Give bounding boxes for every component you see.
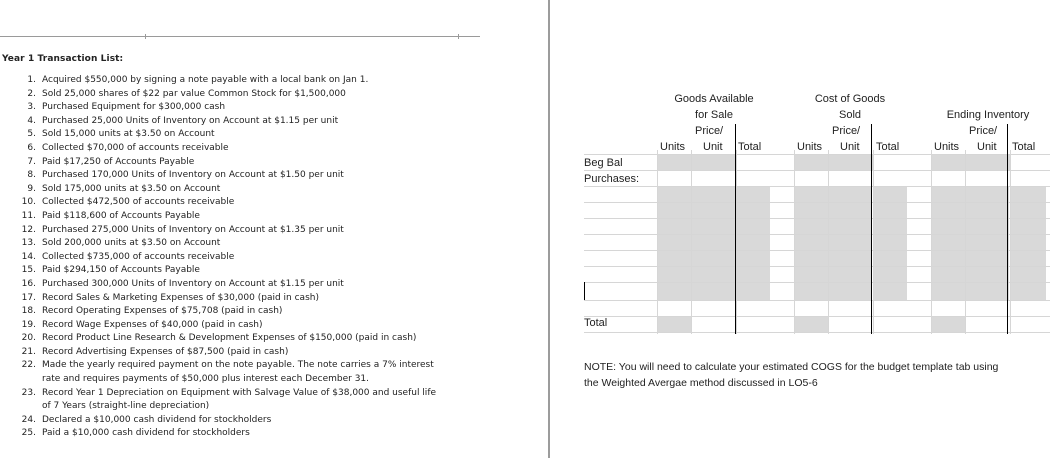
transaction-number: 16. [21, 278, 36, 289]
transaction-text: Paid $118,600 of Accounts Payable [42, 210, 200, 221]
transaction-text: Purchased Equipment for $300,000 cash [42, 102, 226, 113]
transaction-text: Record Operating Expenses of $75,708 (paid in cash) [42, 306, 283, 317]
grid-line [965, 150, 966, 334]
header-ending-inventory: Ending Inventory [946, 109, 1030, 121]
grid-line [1010, 150, 1011, 334]
transaction-item [18, 183, 488, 197]
transaction-list [18, 74, 488, 441]
column-border [871, 124, 872, 334]
transaction-text: Record Year 1 Depreciation on Equipment with Salvage Value of $38,000 and useful life [42, 387, 437, 398]
row-label-purchases: Purchases: [584, 173, 640, 185]
transaction-text: Collected $70,000 of accounts receivable [42, 142, 229, 153]
transaction-number: 9. [27, 183, 36, 194]
transaction-item [18, 128, 488, 142]
grid-line [794, 150, 795, 334]
grid-line [584, 202, 1050, 203]
transaction-item [18, 196, 488, 210]
grid-line [584, 332, 1050, 333]
transaction-text: Made the yearly required payment on the note payable. The note carries a 7% interest [42, 360, 434, 371]
transaction-text: Sold 175,000 units at $3.50 on Account [42, 183, 221, 194]
col-total: Total [1012, 141, 1036, 153]
grid-line [584, 186, 1050, 187]
header-for-sale: for Sale [695, 109, 733, 121]
transaction-item [18, 332, 488, 346]
transaction-text: Purchased 300,000 Units of Inventory on Account at $1.15 per unit [42, 278, 344, 289]
shaded-cell [965, 154, 1011, 170]
transaction-text: Sold 25,000 shares of $22 par value Common Stock for $1,500,000 [42, 88, 346, 99]
transaction-item [18, 414, 488, 428]
transaction-number: 5. [27, 129, 36, 140]
transaction-number: 22. [21, 360, 36, 371]
col-unit: Unit [977, 141, 997, 153]
col-total: Total [876, 141, 900, 153]
column-border [735, 124, 736, 334]
transaction-text: Declared a $10,000 cash dividend for stockholders [42, 414, 272, 425]
transaction-text: Sold 15,000 units at $3.50 on Account [42, 129, 215, 140]
grid-line [584, 234, 1050, 235]
column-border [1007, 124, 1008, 334]
shaded-cell [657, 316, 691, 332]
grid-line [584, 282, 1050, 283]
shaded-cell [691, 154, 737, 170]
grid-line [584, 300, 1050, 301]
col-units: Units [934, 141, 960, 153]
transaction-number [18, 373, 42, 387]
transaction-text: Sold 200,000 units at $3.50 on Account [42, 238, 221, 249]
transaction-item [18, 346, 488, 360]
transaction-number: 12. [21, 224, 36, 235]
grid-line [657, 150, 658, 334]
shaded-cell [828, 154, 874, 170]
transaction-item [18, 292, 488, 306]
document-title: Year 1 Transaction List: [2, 54, 124, 64]
transaction-item [18, 359, 488, 373]
row-label-total: Total [584, 317, 608, 329]
header-sold: Sold [838, 109, 862, 121]
transaction-text: rate and requires payments of $50,000 plus interest each December 31. [42, 374, 370, 385]
grid-line [828, 150, 829, 334]
grid-line [584, 154, 1050, 155]
transaction-item [18, 224, 488, 238]
transaction-number: 14. [21, 251, 36, 262]
transaction-item [18, 115, 488, 129]
price-label: Price/ [832, 125, 861, 137]
transaction-number: 2. [27, 88, 36, 99]
transaction-item [18, 74, 488, 88]
grid-line [873, 150, 874, 334]
transaction-number: 19. [21, 319, 36, 330]
price-label: Price/ [695, 125, 724, 137]
column-border [1007, 124, 1008, 134]
transaction-number: 13. [21, 238, 36, 249]
note-line-1: NOTE: You will need to calculate your estimated COGS for the budget template tab using [584, 361, 999, 373]
col-units: Units [797, 141, 823, 153]
rule-tick [458, 34, 459, 39]
transaction-text: Acquired $550,000 by signing a note payable with a local bank on Jan 1. [42, 75, 369, 85]
transaction-text: Paid $294,150 of Accounts Payable [42, 265, 200, 276]
transaction-item [18, 400, 488, 414]
grid-line [931, 150, 932, 334]
transaction-item [18, 237, 488, 251]
transaction-item [18, 251, 488, 265]
row-label-beg-bal: Beg Bal [584, 157, 623, 169]
transaction-item [18, 305, 488, 319]
transaction-text: Collected $472,500 of accounts receivable [42, 197, 235, 208]
col-unit: Unit [840, 141, 860, 153]
shaded-cell [931, 316, 965, 332]
note-line-2: the Weighted Avergae method discussed in LO5-6 [584, 377, 818, 389]
grid-line [584, 316, 1050, 317]
transaction-number: 7. [27, 156, 36, 167]
transaction-text: Record Sales & Marketing Expenses of $30,000 (paid in cash) [42, 292, 319, 303]
transaction-number: 3. [27, 102, 36, 113]
transaction-number: 25. [21, 428, 36, 439]
col-units: Units [660, 141, 686, 153]
price-label: Price/ [969, 125, 998, 137]
transaction-number: 6. [27, 142, 36, 153]
transaction-text: of 7 Years (straight-line depreciation) [42, 401, 210, 412]
transaction-item [18, 156, 488, 170]
row-border [584, 282, 585, 300]
grid-line [691, 150, 692, 334]
transaction-text: Record Product Line Research & Development Expenses of $150,000 (paid in cash) [42, 333, 417, 344]
transaction-item [18, 427, 488, 441]
transaction-text: Paid $17,250 of Accounts Payable [42, 156, 195, 167]
grid-line [584, 250, 1050, 251]
transaction-number: 10. [21, 197, 36, 208]
transaction-number: 1. [27, 75, 36, 85]
transaction-text: Purchased 170,000 Units of Inventory on Account at $1.50 per unit [42, 170, 344, 181]
inventory-spreadsheet [550, 0, 1053, 458]
transaction-item [18, 387, 488, 401]
transaction-text: Record Wage Expenses of $40,000 (paid in cash) [42, 319, 263, 330]
transaction-item [18, 210, 488, 224]
transaction-text: Paid a $10,000 cash dividend for stockholders [42, 428, 250, 439]
column-border [871, 124, 872, 134]
transaction-text: Record Advertising Expenses of $87,500 (paid in cash) [42, 346, 289, 357]
column-border [735, 124, 736, 134]
transaction-text: Purchased 275,000 Units of Inventory on Account at $1.35 per unit [42, 224, 344, 235]
transaction-number: 18. [21, 306, 36, 317]
grid-line [584, 266, 1050, 267]
transaction-item [18, 264, 488, 278]
shaded-cell [794, 316, 828, 332]
transaction-item [18, 101, 488, 115]
rule-tick [145, 34, 146, 39]
transaction-item [18, 373, 488, 387]
transaction-number: 21. [21, 346, 36, 357]
cogs-note [584, 359, 1044, 391]
transaction-text: Collected $735,000 of accounts receivable [42, 251, 235, 262]
grid-line [736, 150, 737, 334]
transaction-item [18, 169, 488, 183]
grid-line [584, 218, 1050, 219]
transaction-number: 11. [21, 210, 36, 221]
transaction-number: 4. [27, 115, 36, 126]
transaction-number: 24. [21, 414, 36, 425]
transaction-number: 23. [21, 387, 36, 398]
transaction-number: 8. [27, 170, 36, 181]
transaction-item [18, 319, 488, 333]
header-cost-of-goods: Cost of Goods [814, 93, 886, 105]
transaction-item [18, 142, 488, 156]
col-unit: Unit [703, 141, 723, 153]
grid-line [584, 170, 1050, 171]
transaction-number: 15. [21, 265, 36, 276]
header-rule [0, 36, 480, 37]
transaction-item [18, 88, 488, 102]
transaction-text: Purchased 25,000 Units of Inventory on Account at $1.15 per unit [42, 115, 339, 126]
transaction-number [18, 400, 42, 414]
header-goods-available: Goods Available [674, 93, 754, 105]
transaction-item [18, 278, 488, 292]
transaction-number: 20. [21, 333, 36, 344]
transaction-number: 17. [21, 292, 36, 303]
col-total: Total [738, 141, 762, 153]
